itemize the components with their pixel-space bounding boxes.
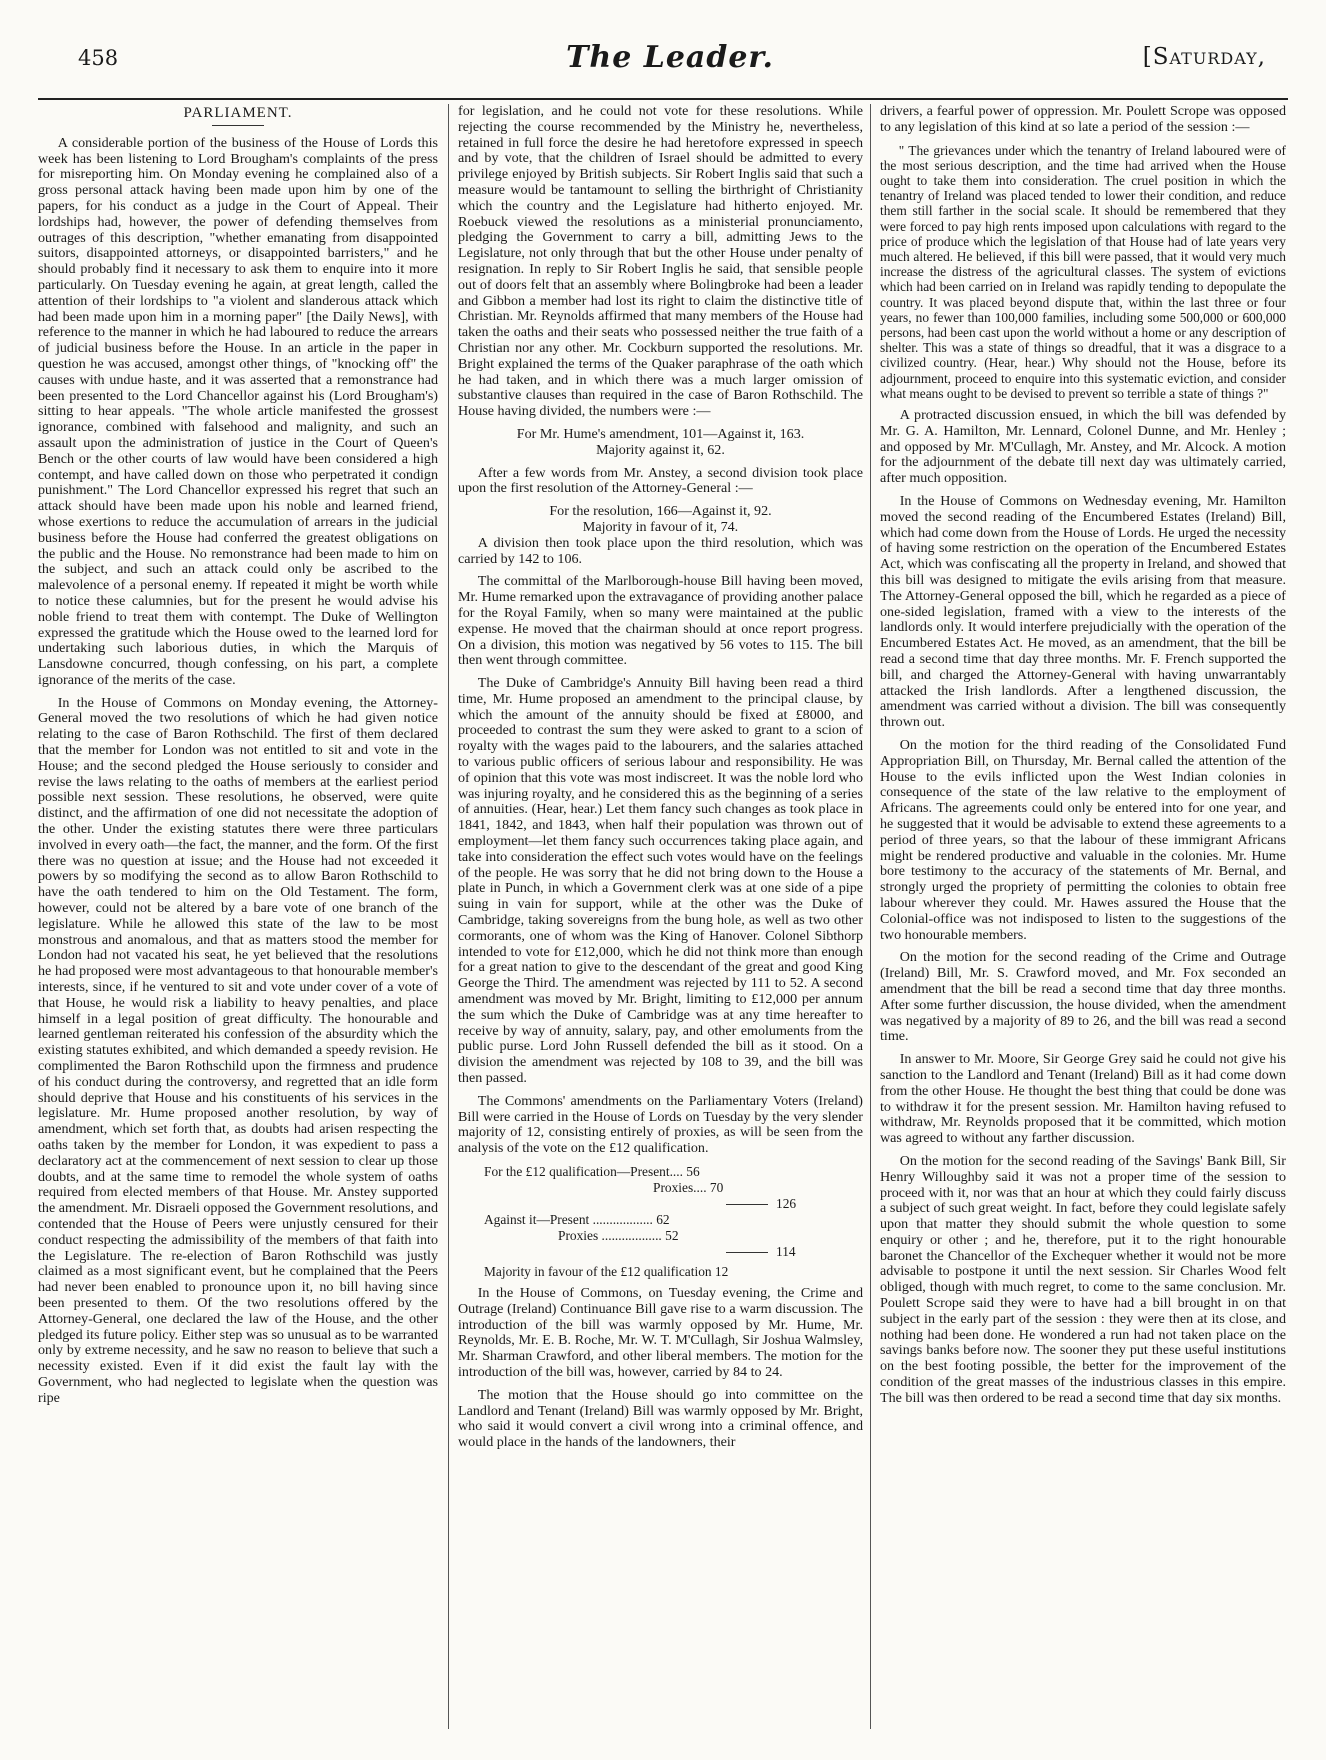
- division-majority: Majority in favour of it, 74.: [582, 518, 739, 535]
- paragraph: In the House of Commons on Monday evening, the Attorney-General moved the two resolutions of which he had given notice relating to the case of Baron Rothschild. The first of them declared that the member for London was not entitled to sit and vote in the House; and the second pledged the House seriously to consider and revise the laws relating to the oaths of members at the earliest period possible next session. These resolutions, he observed, were quite distinct, and the affirmation of one did not necessitate the adoption of the other. Under the existing statutes there were three particulars involved in every oath—the fact, the manner, and the form. Of the first there was no question at issue; and the House had not exceeded it powers by so modifying the second as to allow Baron Rothschild to have the oath tendered to him on the Old Testament. The form, however, could not be altered by a bare vote of one branch of the legislature. While he allowed this state of the law to be most monstrous and anomalous, and that as matters stood the member for London had not vacated his seat, he yet believed that the resolutions he had proposed were most advantageous to that honourable member's interests, since, if he ventured to sit and vote under cover of a vote of that House, he would risk a liability to heavy penalties, and place himself in a legal position of great difficulty. The honourable and learned gentleman reiterated his confession of the absurdity which the existing statutes exhibited, and which demanded a speedy revision. He complimented the Baron Rothschild upon the firmness and prudence of his conduct during the controversy, and regretted that an idle form should deprive that House and his constituents of his services in the legislature. Mr. Hume proposed another resolution, by way of amendment, which set forth that, as doubts had arisen respecting the oaths taken by the member for London, it was expedient to pass a declaratory act at the commencement of next session to clear up those doubts, and at the same time to remodel the whole system of oaths required from elected members of that House. Mr. Anstey supported the amendment. Mr. Disraeli opposed the Government resolutions, and contended that the House of Peers were unjustly censured for their conduct respecting the admissibility of the members of that faith into the Legislature. The re-election of Baron Rothschild was justly claimed as a most significant event, but he complained that the Peers had never been enabled to pronounce upon it, no bill having since been presented to them. Of the two resolutions offered by the Attorney-General, one declared the law of the House, and the other pledged its future policy. Either step was so unusual as to be warranted only by extreme necessity, and he saw no reason to believe that such a necessity existed. Even if it did exist the fault lay with the Government, who had neglected to legislate when the question was ripe: [38, 694, 438, 1406]
- tally-for-present: For the £12 qualification—Present.... 56: [484, 1164, 700, 1179]
- section-title: PARLIAMENT.: [183, 105, 293, 121]
- division-majority: Majority against it, 62.: [596, 441, 725, 458]
- column-1: [38, 104, 438, 1729]
- paragraph: for legislation, and he could not vote for these resolutions. While rejecting the course recommended by the Ministry he, nevertheless, retained in full force the desire he had heretofore expressed in speech and by vote, that the children of Israel should be admitted to every privilege enjoyed by British subjects. Sir Robert Inglis said that such a measure would be tantamount to selling the birthright of Christianity which the country and the Legislature had hitherto enjoyed. Mr. Roebuck viewed the resolutions as a ministerial pronunciamento, pledging the Government to carry a bill, admitting Jews to the Legislature, not only through that but the other House under penalty of resignation. In reply to Sir Robert Inglis he said, that sensible people out of doors felt that an assembly where Bolingbroke had been a leader and Gibbon a member had lost its right to claim the distinctive title of Christian. Mr. Reynolds affirmed that many members of the House had taken the oaths and their seats who possessed neither the true faith of a Christian nor any other. Mr. Cockburn supported the resolutions. Mr. Bright explained the terms of the Quaker paraphrase of the oath which he had taken, and in which there was a much larger omission of substantive clauses than required in the case of Baron Rothschild. The House having divided, the numbers were :—: [458, 104, 863, 420]
- paragraph: drivers, a fearful power of oppression. Mr. Poulett Scrope was opposed to any legislation of this kind at so late a period of the session :—: [880, 104, 1286, 135]
- paragraph: A protracted discussion ensued, in which the bill was defended by Mr. G. A. Hamilton, Mr. Lennard, Colonel Dunne, and Mr. Henley ; and opposed by Mr. M'Cullagh, Mr. Anstey, and Mr. Alcock. A motion for the adjournment of the debate till next day was ultimately carried, after much opposition.: [880, 407, 1286, 487]
- tally-rule: [726, 1204, 768, 1205]
- paragraph: The Duke of Cambridge's Annuity Bill having been read a third time, Mr. Hume proposed an amendment to the principal clause, by which the amount of the annuity should be fixed at £8000, and proceeded to contrast the sum they were asked to grant to a scion of royalty with the wages paid to the labourers, and the salaries attached to various public officers of serious labour and responsibility. He was of opinion that this vote was most indiscreet. It was the noble lord who was injuring royalty, and he considered this as the beginning of a series of annuities. (Hear, hear.) Let them fancy such changes as took place in 1841, 1842, and 1843, when half their population was thrown out of employment—let them fancy such occurrences taking place again, and take into consideration the effect such votes would have on the feelings of the people. He was sorry that he did not bring down to the House a plate in Punch, in which a Government clerk was at one side of a pipe suing in vain for support, while at the other was the Duke of Cambridge, taking sovereigns from the bung hole, as well as two other cormorants, one of whom was the King of Hanover. Colonel Sibthorp intended to vote for £12,000, which he did not think more than enough for a great nation to give to the descendant of the great and good King George the Third. The amendment was rejected by 111 to 52. A second amendment was moved by Mr. Bright, limiting to £12,000 per annum the sum which the Duke of Cambridge was at any time hereafter to receive by way of annuity, salary, pay, and other emoluments from the public purse. Lord John Russell defended the bill as it stood. On a division the amendment was rejected by 108 to 39, and the bill was then passed.: [458, 675, 863, 1087]
- division-result: For Mr. Hume's amendment, 101—Against it, 163.: [516, 425, 805, 442]
- column-3: [880, 104, 1286, 1729]
- paragraph: On the motion for the second reading of the Crime and Outrage (Ireland) Bill, Mr. S. Crawford moved, and Mr. Fox seconded an amendment that the bill be read a second time that day three months. After some further discussion, the house divided, when the amendment was negatived by a majority of 89 to 26, and the bill was read a second time.: [880, 949, 1286, 1045]
- page-header: [74, 40, 1266, 84]
- paragraph: After a few words from Mr. Anstey, a second division took place upon the first resolution of the Attorney-General :—: [458, 464, 863, 497]
- title-rule: [212, 125, 264, 126]
- paragraph: The Commons' amendments on the Parliamentary Voters (Ireland) Bill were carried in the House of Lords on Tuesday by the very slender majority of 12, consisting entirely of proxies, as will be seen from the analysis of the vote on the £12 qualification.: [458, 1092, 863, 1157]
- tally-against-proxies: Proxies .................. 52: [558, 1228, 679, 1243]
- quote-text: " The grievances under which the tenantry of Ireland laboured were of the most serious description, and the time had arrived when the House ought to take them into consideration. The cruel position in which the tenantry of Ireland was placed tended to lower their condition, and reduce them still farther in the social scale. It should be remembered that they were forced to pay high rents imposed upon calculations with regard to the price of produce which the legislation of that House had of late years very much altered. He believed, if this bill were passed, that it would very much increase the distress of the agricultural classes. The system of evictions which had been carried on in Ireland was rapidly tending to depopulate the country. It was placed beyond dispute that, within the last three or four years, no fewer than 100,000 families, including some 500,000 or 600,000 persons, had been cast upon the world without a home or any description of shelter. This was a state of things so dreadful, that it was a disgrace to a civilized country. (Hear, hear.) Why should not the House, before its adjournment, proceed to enquire into this systematic eviction, and consider what means ought to be devised to prevent so terrible a state of things ?": [880, 142, 1286, 401]
- page-number: 458: [78, 46, 119, 70]
- division-result: For the resolution, 166—Against it, 92.: [549, 503, 772, 520]
- tally-for-proxies: Proxies.... 70: [653, 1180, 724, 1195]
- tally-against-present: Against it—Present .................. 62: [484, 1212, 670, 1227]
- masthead-title: The Leader.: [566, 40, 774, 75]
- tally-majority: Majority in favour of the £12 qualification 12: [484, 1264, 729, 1279]
- paragraph: The committal of the Marlborough-house Bill having been moved, Mr. Hume remarked upon the extravagance of providing another palace for the Royal Family, when so many were maintained at the public expense. He moved that the chairman should at once report progress. On a division, this motion was negatived by 56 votes to 115. The bill then went through committee.: [458, 573, 863, 669]
- paragraph: A division then took place upon the third resolution, which was carried by 142 to 106.: [458, 534, 863, 567]
- paragraph: In answer to Mr. Moore, Sir George Grey said he could not give his sanction to the Landlord and Tenant (Ireland) Bill as it had come down from the other House. He thought the best thing that could be done was to withdraw it for the present session. Mr. Hamilton having refused to withdraw, Mr. Reynolds proposed that it be committed, which motion was agreed to without any farther discussion.: [880, 1051, 1286, 1147]
- column-divider: [448, 104, 449, 1729]
- column-divider: [870, 104, 871, 1729]
- paragraph: On the motion for the second reading of the Savings' Bank Bill, Sir Henry Willoughby said it was not a proper time of the session to proceed with it, nor was that an hour at which they could fairly discuss a subject of such great weight. In fact, before they could legislate safely upon that matter they should submit the whole question to some enquiry or other ; and he, therefore, put it to the right honourable baronet the Chancellor of the Exchequer whether it would not be more advisable to postpone it until the next session. Sir Charles Wood felt obliged, though with much regret, to come to the same conclusion. Mr. Poulett Scrope said they were to have had a bill brought in on that subject in the early part of the session : they were then at its close, and nothing had been done. He wondered a run had not taken place on the savings banks before now. The sooner they put these useful institutions on the best footing possible, the better for the improvement of the condition of the great masses of the industrious classes in this empire. The bill was then ordered to be read a second time that day six months.: [880, 1152, 1286, 1406]
- paragraph: The motion that the House should go into committee on the Landlord and Tenant (Ireland) Bill was warmly opposed by Mr. Bright, who said it would convert a civil wrong into a criminal offence, and would place in the hands of the landowners, their: [458, 1386, 863, 1451]
- header-rule: [38, 98, 1288, 100]
- paragraph: In the House of Commons on Wednesday evening, Mr. Hamilton moved the second reading of the Encumbered Estates (Ireland) Bill, which had come down from the House of Lords. He urged the necessity of having some restriction on the operation of the Encumbered Estates Act, which was confiscating all the property in Ireland, and showed that this bill was designed to mitigate the evils arising from that measure. The Attorney-General opposed the bill, which he regarded as a piece of one-sided legislation, framed with a view to the interests of the landlords only. It would interfere prejudicially with the operation of the Encumbered Estates Act. He moved, as an amendment, that the bill be read a second time that day three months. Mr. F. French supported the bill, and charged the Attorney-General with having unwarrantably attacked the Irish landlords. After a lengthened discussion, the amendment was carried without a division. The bill was consequently thrown out.: [880, 493, 1286, 731]
- paragraph: A considerable portion of the business of the House of Lords this week has been listening to Lord Brougham's complaints of the press for misreporting him. On Monday evening he complained also of a gross personal attack having been made upon him by one of the papers, for his conduct as a judge in the Court of Appeal. Their lordships had, however, the power of defending themselves from outrages of this description, "whether emanating from disappointed suitors, disappointed attorneys, or disappointed barristers," and he should probably find it necessary to ask them to enquire into it more particularly. On Tuesday evening he again, at great length, called the attention of their lordships to "a violent and slanderous attack which had been made upon him in a morning paper" [the Daily News], with reference to the manner in which he had laboured to reduce the arrears of judicial business before the House. In an article in the paper in question he was accused, amongst other things, of "knocking off" the causes with undue haste, and it was asserted that a remonstrance had been presented to the Lord Chancellor against his (Lord Brougham's) sitting to hear appeals. "The whole article manifested the grossest ignorance, combined with falsehood and malignity, and such an assault upon the administration of justice in the Court of Queen's Bench or the other courts of law would have been considered a high contempt, and have called down on those who perpetrated it condign punishment." The Lord Chancellor expressed his regret that such an attack should have been made upon his noble and learned friend, whose exertions to reduce the accumulation of arrears in the judicial business before the House had conferred the greatest obligations on the public and the House. No remonstrance had been made to him on the subject, and such an attack could only be ascribed to the malevolence of a personal enemy. If repeated it might be worth while to notice these calumnies, but for the present he would advise his noble friend to treat them with contempt. The Duke of Wellington expressed the gratitude which the House owed to the learned lord for undertaking such laborious duties, in which the Marquis of Lansdowne concurred, though confessing, on his part, a complete ignorance of the merits of the case.: [38, 134, 438, 688]
- column-2: [458, 104, 863, 1729]
- tally-rule: [726, 1252, 768, 1253]
- paragraph: In the House of Commons, on Tuesday evening, the Crime and Outrage (Ireland) Continuance Bill gave rise to a warm discussion. The introduction of the bill was warmly opposed by Mr. Hume, Mr. Reynolds, Mr. E. B. Roche, Mr. W. T. M'Cullagh, Sir Joshua Walmsley, Mr. Sharman Crawford, and other liberal members. The motion for the introduction of the bill was, however, carried by 84 to 24.: [458, 1285, 863, 1380]
- quoted-speech: [880, 143, 1286, 401]
- issue-day: [Saturday,: [1142, 44, 1266, 70]
- vote-tally: [458, 1164, 863, 1280]
- paragraph: On the motion for the third reading of the Consolidated Fund Appropriation Bill, on Thursday, Mr. Bernal called the attention of the House to the evils inflicted upon the West Indian colonies in consequence of the state of the law relative to the employment of Africans. The agreements could only be entered into for one year, and he suggested that it would be advisable to extend these agreements to a period of three years, so that the labour of these immigrant Africans might be rendered productive and valuable in the colonies. Mr. Hume bore testimony to the accuracy of the statements of Mr. Bernal, and strongly urged the propriety of permitting the colonies to obtain free labour wherever they could. Mr. Hawes assured the House that the Colonial-office was not indisposed to listen to the suggestions of the two honourable members.: [880, 736, 1286, 943]
- tally-against-total: 114: [776, 1244, 796, 1259]
- tally-for-total: 126: [776, 1196, 797, 1211]
